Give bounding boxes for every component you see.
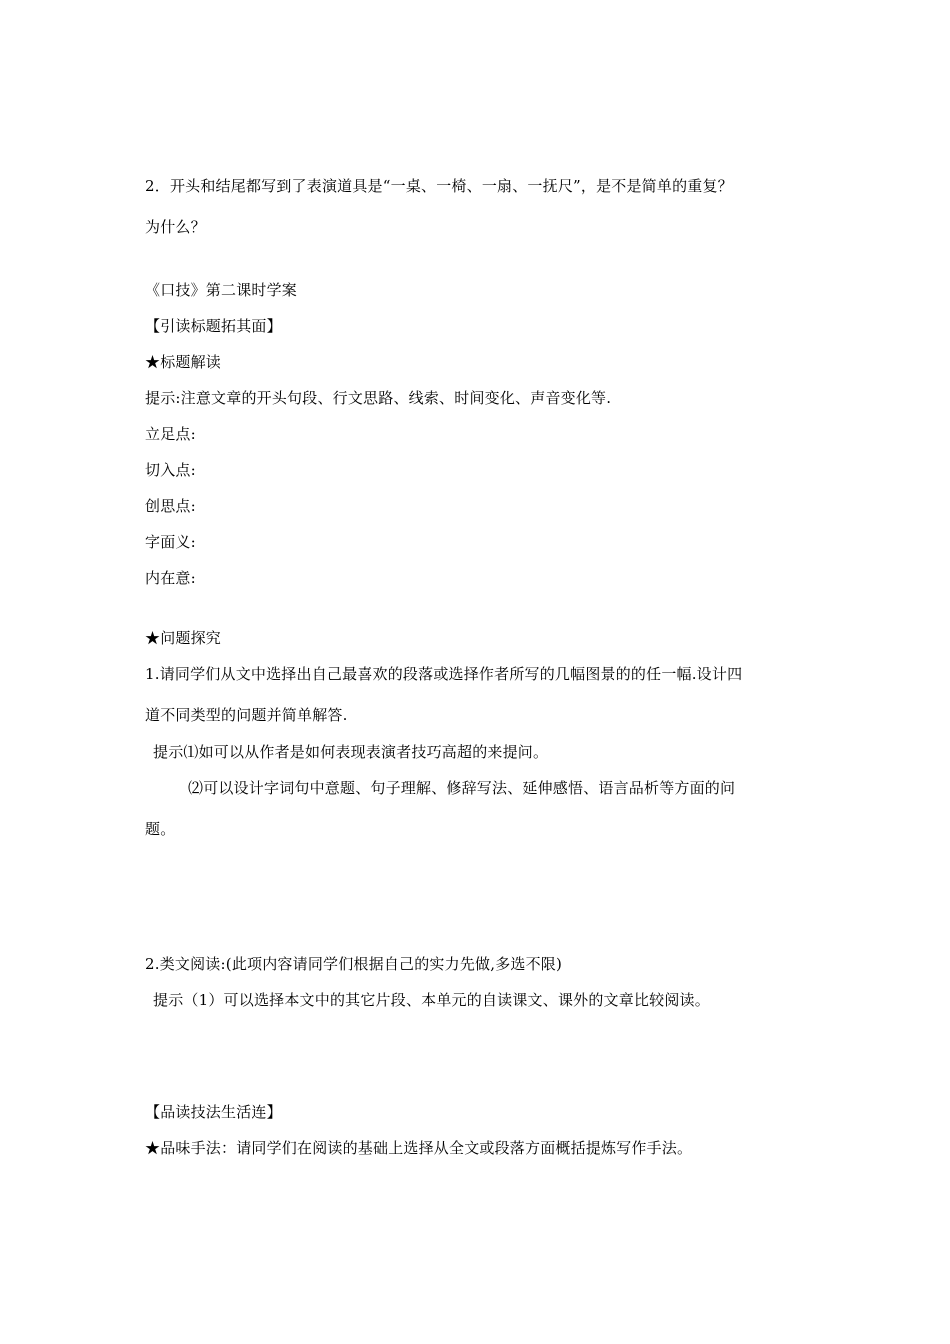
document-title: 《口技》第二课时学案	[145, 281, 298, 299]
section-header-title-reading: 【引读标题拓其面】	[145, 317, 282, 335]
hint-title-interpretation: 提示:注意文章的开头句段、行文思路、线索、时间变化、声音变化等.	[145, 389, 612, 407]
exploration-question-2-hint: 提示（1）可以选择本文中的其它片段、本单元的自读课文、课外的文章比较阅读。	[153, 991, 710, 1009]
item-literal-meaning: 字面义:	[145, 533, 196, 551]
section-header-technique: 【品读技法生活连】	[145, 1103, 282, 1121]
exploration-hint-2-line-1: ⑵可以设计字词句中意题、句子理解、修辞写法、延伸感悟、语言品析等方面的问	[188, 779, 736, 797]
subheading-problem-exploration: ★问题探究	[145, 629, 222, 647]
item-inner-meaning: 内在意:	[145, 569, 196, 587]
item-standpoint: 立足点:	[145, 425, 196, 443]
question-2-line-1: 2．开头和结尾都写到了表演道具是“一桌、一椅、一扇、一抚尺”，是不是简单的重复？	[145, 177, 733, 195]
question-2-line-2: 为什么？	[145, 218, 206, 236]
subheading-title-interpretation: ★标题解读	[145, 353, 222, 371]
exploration-hint-1: 提示⑴如可以从作者是如何表现表演者技巧高超的来提问。	[153, 743, 549, 761]
exploration-question-2: 2.类文阅读:(此项内容请同学们根据自己的实力先做,多选不限)	[145, 955, 563, 973]
item-creative-point: 创思点:	[145, 497, 196, 515]
subheading-technique-appreciation: ★品味手法：请同学们在阅读的基础上选择从全文或段落方面概括提炼写作手法。	[145, 1139, 693, 1157]
exploration-hint-2-line-2: 题。	[145, 820, 176, 838]
exploration-question-1-line-1: 1.请同学们从文中选择出自己最喜欢的段落或选择作者所写的几幅图景的的任一幅.设计四	[145, 665, 743, 683]
item-entry-point: 切入点:	[145, 461, 196, 479]
exploration-question-1-line-2: 道不同类型的问题并简单解答.	[145, 706, 348, 724]
